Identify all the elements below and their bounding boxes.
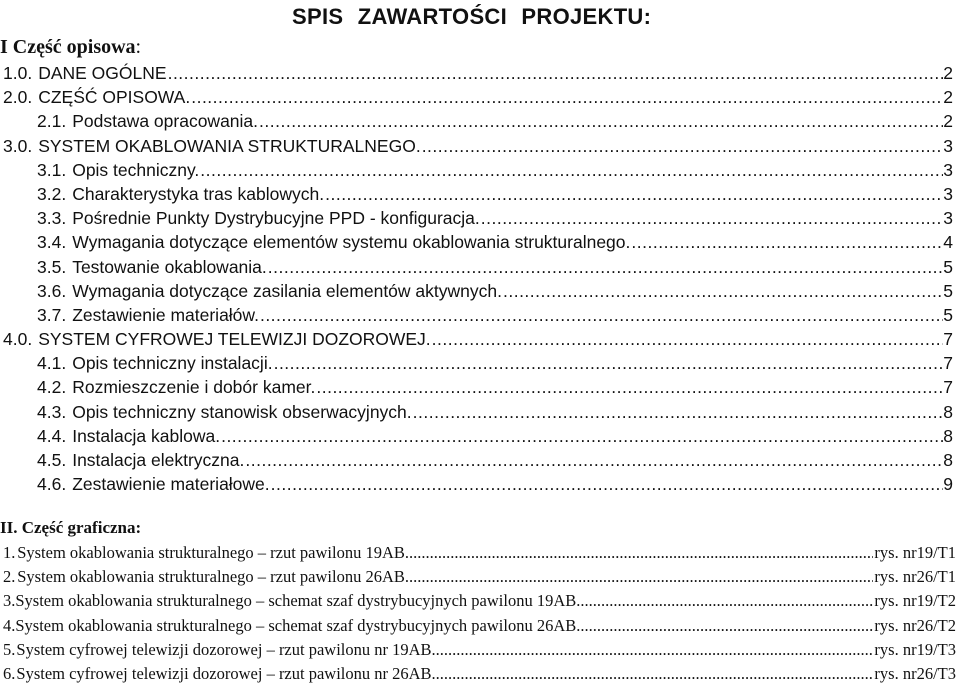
drawing-leader [432, 638, 874, 662]
toc-number: 4.5. [37, 450, 67, 470]
drawing-leader [576, 614, 873, 638]
drawing-entry [0, 662, 959, 686]
drawing-rys-label: rys. nr [874, 663, 917, 683]
toc-page: 3 [943, 135, 953, 156]
toc-leader [481, 206, 944, 230]
drawing-number: 5. [3, 639, 16, 659]
table-of-contents [0, 61, 959, 496]
toc-number: 1.0. [3, 63, 33, 83]
drawing-ref: 26/T1 [916, 567, 956, 587]
page-title: SPIS ZAWARTOŚCI PROJEKTU: [292, 4, 652, 29]
toc-entry [0, 158, 959, 182]
toc-leader [200, 158, 943, 182]
toc-text: Wymagania dotyczące elementów systemu okablowania strukturalnego. [72, 232, 631, 253]
drawing-entry [0, 638, 959, 662]
toc-entry [0, 255, 959, 279]
toc-entry [0, 400, 959, 424]
toc-entry [0, 61, 959, 85]
drawing-leader [576, 589, 873, 613]
drawing-title: System cyfrowej telewizji dozorowej – rzut pawilonu nr 26AB [16, 663, 432, 683]
toc-number: 4.6. [37, 474, 67, 495]
drawing-title: System cyfrowej telewizji dozorowej – rzut pawilonu nr 19AB [16, 639, 432, 659]
section-heading-graphic: II. Część graficzna: [0, 518, 142, 537]
toc-entry [0, 182, 959, 206]
toc-number: 3.7. [37, 304, 67, 325]
drawing-number: 2. [3, 567, 16, 587]
toc-text: Opis techniczny stanowisk obserwacyjnych. [72, 401, 412, 422]
toc-page: 2 [943, 87, 953, 108]
toc-page: 2 [943, 63, 953, 83]
toc-page: 8 [943, 425, 953, 446]
toc-leader [422, 134, 944, 158]
section-label: I Część opisowa [0, 36, 136, 58]
drawing-ref: 19/T2 [916, 591, 956, 611]
toc-number: 4.3. [37, 401, 67, 422]
toc-entry [0, 206, 959, 230]
toc-page: 3 [943, 183, 953, 204]
toc-text: Rozmieszczenie i dobór kamer. [72, 377, 316, 398]
toc-number: 3.2. [37, 183, 67, 204]
toc-leader [271, 472, 944, 496]
drawing-rys-label: rys. nr [874, 615, 917, 635]
drawing-rys-label: rys. nr [874, 591, 917, 611]
toc-text: Zestawienie materiałów. [72, 304, 259, 325]
toc-text: CZĘŚĆ OPISOWA. [38, 87, 191, 108]
drawing-ref: 26/T2 [916, 615, 956, 635]
drawing-number: 6. [3, 663, 16, 683]
drawing-entry [0, 614, 959, 638]
toc-page: 2 [943, 111, 953, 132]
toc-number: 3.6. [37, 280, 67, 301]
toc-page: 3 [943, 159, 953, 180]
toc-entry [0, 279, 959, 303]
toc-entry [0, 85, 959, 109]
toc-entry [0, 351, 959, 375]
toc-entry [0, 448, 959, 472]
drawing-leader [432, 662, 874, 686]
toc-entry [0, 424, 959, 448]
toc-number: 3.1. [37, 159, 67, 180]
drawing-title: System okablowania strukturalnego – schemat szaf dystrybucyjnych pawilonu 26AB [15, 615, 577, 635]
toc-page: 7 [943, 353, 953, 374]
toc-leader [413, 400, 944, 424]
toc-number: 2.1. [37, 111, 67, 132]
toc-text: SYSTEM CYFROWEJ TELEWIZJI DOZOROWEJ. [38, 329, 431, 350]
toc-entry [0, 375, 959, 399]
drawing-title: System okablowania strukturalnego – schemat szaf dystrybucyjnych pawilonu 19AB [15, 591, 577, 611]
toc-page: 5 [943, 256, 953, 277]
toc-leader [631, 230, 943, 254]
toc-leader [274, 351, 944, 375]
toc-number: 2.0. [3, 87, 33, 108]
toc-number: 4.1. [37, 353, 67, 374]
toc-text: SYSTEM OKABLOWANIA STRUKTURALNEGO. [38, 135, 421, 156]
drawing-ref: 26/T3 [916, 663, 956, 683]
toc-text: Charakterystyka tras kablowych. [72, 183, 325, 204]
toc-leader [221, 424, 943, 448]
toc-leader [259, 109, 943, 133]
toc-entry [0, 134, 959, 158]
toc-leader [268, 255, 943, 279]
drawing-ref: 19/T1 [916, 543, 956, 562]
toc-number: 3.0. [3, 135, 33, 156]
toc-entry [0, 303, 959, 327]
drawing-leader [405, 565, 874, 589]
toc-number: 3.4. [37, 232, 67, 253]
toc-number: 4.0. [3, 329, 33, 350]
drawing-entry [0, 541, 959, 565]
toc-number: 3.5. [37, 256, 67, 277]
toc-leader [316, 375, 943, 399]
toc-page: 3 [943, 208, 953, 229]
toc-leader [191, 85, 943, 109]
toc-number: 4.2. [37, 377, 67, 398]
drawing-leader [405, 541, 874, 565]
toc-page: 7 [943, 377, 953, 398]
toc-text: Testowanie okablowania. [72, 256, 267, 277]
toc-page: 8 [943, 401, 953, 422]
drawing-title: System okablowania strukturalnego – rzut pawilonu 26AB [17, 567, 405, 587]
drawing-rys-label: rys. nr [874, 543, 917, 562]
drawing-ref: 19/T3 [916, 639, 956, 659]
toc-number: 4.4. [37, 425, 67, 446]
drawing-rys-label: rys. nr [874, 567, 917, 587]
toc-text: Instalacja elektryczna. [72, 450, 245, 470]
toc-page: 5 [943, 280, 953, 301]
drawing-rys-label: rys. nr [874, 639, 917, 659]
toc-text: Instalacja kablowa. [72, 425, 221, 446]
section-heading-descriptive [0, 36, 141, 59]
toc-entry [0, 472, 959, 496]
toc-leader [168, 61, 944, 85]
toc-leader [432, 327, 944, 351]
toc-page: 7 [943, 329, 953, 350]
section-colon: : [135, 36, 142, 58]
drawing-number: 3. [3, 591, 16, 611]
toc-entry [0, 230, 959, 254]
drawing-entry [0, 589, 959, 613]
toc-page: 5 [943, 304, 953, 325]
toc-page: 8 [943, 450, 953, 470]
toc-text: Opis techniczny instalacji. [72, 353, 273, 374]
drawings-list [0, 541, 959, 686]
toc-text: Zestawienie materiałowe. [72, 474, 270, 495]
drawing-entry [0, 565, 959, 589]
drawing-number: 1. [3, 543, 16, 562]
toc-text: Podstawa opracowania. [72, 111, 259, 132]
toc-entry [0, 327, 959, 351]
toc-text: Pośrednie Punkty Dystrybucyjne PPD - konfiguracja. [72, 208, 480, 229]
drawing-title: System okablowania strukturalnego – rzut pawilonu 19AB [17, 543, 405, 562]
toc-page: 9 [943, 474, 953, 495]
toc-number: 3.3. [37, 208, 67, 229]
toc-leader [260, 303, 943, 327]
toc-leader [245, 448, 943, 472]
drawing-number: 4. [3, 615, 16, 635]
toc-entry [0, 109, 959, 133]
toc-leader [325, 182, 943, 206]
toc-text: Opis techniczny. [72, 159, 200, 180]
toc-text: DANE OGÓLNE [38, 63, 167, 83]
toc-page: 4 [943, 232, 953, 253]
toc-text: Wymagania dotyczące zasilania elementów aktywnych. [72, 280, 502, 301]
toc-leader [503, 279, 943, 303]
